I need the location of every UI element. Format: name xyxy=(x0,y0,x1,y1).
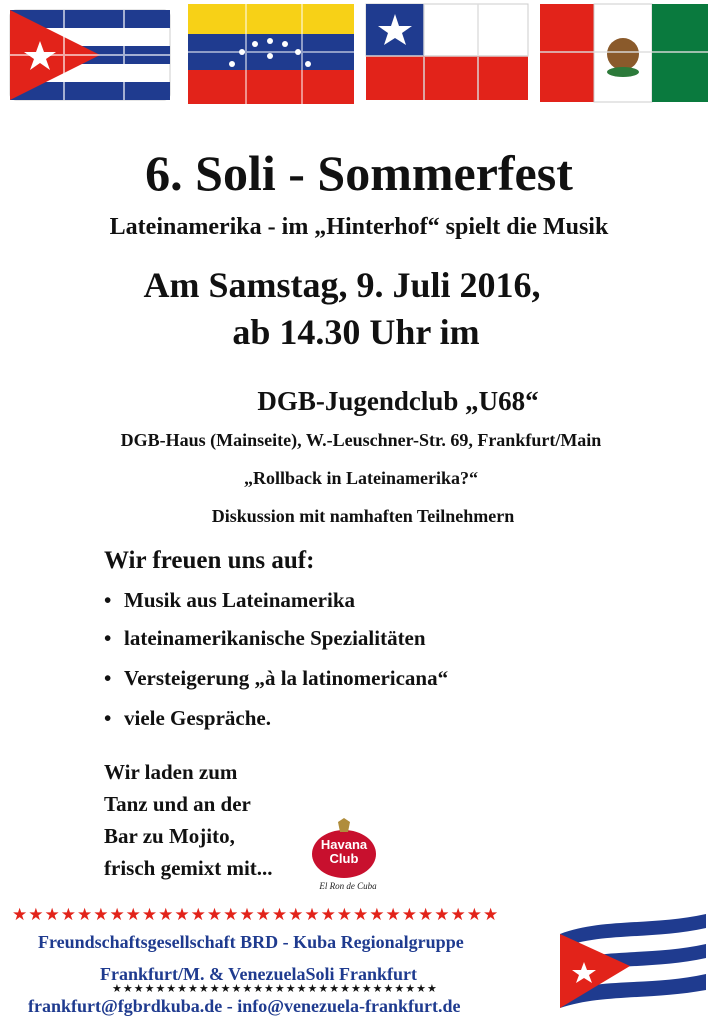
invite-line: Tanz und an der xyxy=(104,792,251,816)
havana-club-logo xyxy=(308,818,380,894)
bullet-icon: • xyxy=(104,588,112,612)
bullet-icon: • xyxy=(104,706,112,730)
program-item: • viele Gespräche. xyxy=(104,706,271,730)
star-divider-top: ★★★★★★★★★★★★★★★★★★★★★★★★★★★★★★ xyxy=(12,905,500,924)
event-date: Am Samstag, 9. Juli 2016, xyxy=(143,265,541,305)
footer-emails xyxy=(28,994,461,1018)
email-link-fgbrdkuba[interactable]: frankfurt@fgbrdkuba.de xyxy=(28,996,223,1016)
discussion-title: „Rollback in Lateinamerika?“ xyxy=(243,468,478,488)
cuba-flag-puzzle xyxy=(4,0,176,110)
logo-tagline: El Ron de Cuba xyxy=(319,881,377,891)
invite-text xyxy=(104,756,273,884)
event-subtitle: Lateinamerika - im „Hinterhof“ spielt die Musik xyxy=(109,214,609,240)
program-item: • lateinamerikanische Spezialitäten xyxy=(104,626,426,650)
email-link-venezuela[interactable]: info@venezuela-frankfurt.de xyxy=(237,996,461,1016)
program-item: • Versteigerung „à la latinomericana“ xyxy=(104,666,449,690)
email-separator: - xyxy=(222,996,238,1016)
event-address: DGB-Haus (Mainseite), W.-Leuschner-Str. 69, Frankfurt/Main xyxy=(120,430,602,450)
venezuela-flag-puzzle xyxy=(182,0,358,110)
logo-line1: Havana xyxy=(320,837,368,852)
invite-line: Wir laden zum xyxy=(104,760,238,784)
star-divider-bottom: ★★★★★★★★★★★★★★★★★★★★★★★★★★★★★★ xyxy=(112,983,438,995)
bullet-icon: • xyxy=(104,626,112,650)
program-item: • Musik aus Lateinamerika xyxy=(104,588,356,612)
footer-groups: Frankfurt/M. & VenezuelaSoli Frankfurt xyxy=(100,964,417,984)
event-time: ab 14.30 Uhr im xyxy=(232,312,480,352)
chile-flag-puzzle xyxy=(362,0,532,110)
event-title: 6. Soli - Sommerfest xyxy=(145,145,573,201)
invite-line: Bar zu Mojito, xyxy=(104,824,235,848)
mexico-flag-puzzle xyxy=(536,0,712,110)
bullet-icon: • xyxy=(104,666,112,690)
program-heading: Wir freuen uns auf: xyxy=(104,547,315,574)
event-venue: DGB-Jugendclub „U68“ xyxy=(257,386,539,416)
logo-line2: Club xyxy=(329,851,359,866)
invite-line: frisch gemixt mit... xyxy=(104,856,273,880)
discussion-description: Diskussion mit namhaften Teilnehmern xyxy=(211,506,515,526)
footer-organization: Freundschaftsgesellschaft BRD - Kuba Regionalgruppe xyxy=(38,932,464,952)
cuba-flag-waving xyxy=(552,908,712,1008)
